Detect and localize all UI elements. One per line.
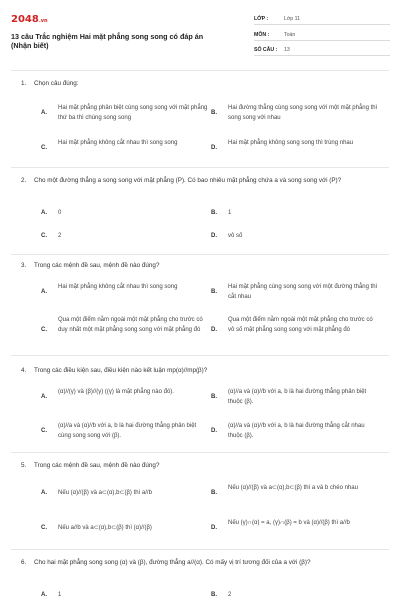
question-text: Cho hai mặt phẳng song song (α) và (β), đường thẳng a//(α). Có mấy vị trí tương đối của a với (β)?	[34, 559, 311, 566]
option-letter: C.	[41, 525, 47, 531]
option-text: Hai mặt phẳng không cắt nhau thì song song	[58, 284, 178, 290]
option-text: 1	[58, 592, 62, 598]
meta-value: Toán	[284, 32, 296, 38]
meta-row-count	[254, 44, 390, 56]
question-number: 5.	[21, 462, 27, 469]
meta-label: LỚP :	[254, 16, 269, 22]
question-text: Cho một đường thẳng a song song với mặt phẳng (P). Có bao nhiêu mặt phẳng chứa a và song song với (P)?	[34, 177, 342, 184]
option-text: (α)//(γ) và (β)//(γ) ((γ) là mặt phẳng nào đó).	[58, 389, 174, 395]
option-text: Hai mặt phẳng cùng song song với một đường thẳng thì cắt nhau	[228, 284, 378, 300]
option-letter: B.	[211, 288, 217, 295]
option-letter: A.	[41, 393, 47, 400]
option-letter: C.	[41, 326, 47, 333]
option-text: Qua một điểm nằm ngoài một mặt phẳng cho trước có duy nhất một mặt phẳng song song với mặt phẳng đó	[58, 317, 203, 333]
meta-value: 13	[284, 47, 290, 53]
option-text: 2	[58, 233, 62, 239]
option-text: 0	[58, 210, 62, 216]
option-text: Hai đường thẳng cùng song song với một mặt phẳng thì song song với nhau	[228, 105, 378, 121]
option-letter: A.	[41, 490, 47, 496]
question-number: 6.	[21, 559, 27, 566]
question-text: Chọn câu đúng:	[34, 80, 79, 87]
question-number: 4.	[21, 367, 27, 374]
option-text: Nếu (α)//(β) và a⊂(α),b⊂(β) thì a và b chéo nhau	[228, 485, 358, 491]
option-letter: C.	[41, 233, 47, 239]
option-letter: B.	[211, 393, 217, 400]
option-text: Hai mặt phẳng không cắt nhau thì song song	[58, 140, 178, 146]
option-letter: D.	[211, 427, 217, 434]
option-text: Nếu (γ)∩(α) = a, (γ)∩(β) = b và (α)//(β) thì a//b	[228, 520, 350, 526]
option-letter: B.	[211, 109, 217, 116]
option-text: Nếu a//b và a⊂(α),b⊂(β) thì (α)//(β)	[58, 525, 152, 531]
option-letter: D.	[211, 233, 217, 239]
option-text: (α)//a và (α)//b với a, b là hai đường thẳng phân biệt thuộc (β).	[228, 389, 367, 405]
question-number: 3.	[21, 262, 27, 269]
question-text: Trong các mệnh đề sau, mệnh đề nào đúng?	[34, 262, 160, 269]
option-letter: C.	[41, 427, 47, 434]
option-text: Hai mặt phẳng không song song thì trùng nhau	[228, 140, 354, 146]
meta-value: Lớp 11	[284, 16, 300, 22]
meta-row-subject	[254, 29, 390, 41]
option-text: 1	[228, 210, 232, 216]
option-letter: D.	[211, 326, 217, 333]
option-letter: B.	[211, 592, 217, 598]
divider	[11, 452, 389, 453]
option-text: (α)//a và (α)//b với a, b là hai đường thẳng phân biệt cùng song song với (β).	[58, 423, 197, 439]
site-logo[interactable]	[11, 14, 48, 25]
logo-suffix: .vn	[38, 18, 48, 24]
document-title: 13 câu Trắc nghiệm Hai mặt phẳng song song có đáp án (Nhận biết)	[11, 32, 204, 50]
logo-text: 2048	[11, 14, 39, 25]
meta-label: SỐ CÂU :	[254, 47, 278, 53]
option-text: vô số	[228, 233, 243, 239]
option-letter: D.	[211, 524, 217, 531]
option-text: Qua một điểm nằm ngoài một mặt phẳng cho trước có vô số mặt phẳng song song với mặt phẳng đó	[228, 317, 373, 333]
option-text: (α)//a và (α)//b với a, b là hai đường thẳng cắt nhau thuộc (β).	[228, 423, 365, 439]
option-letter: A.	[41, 592, 47, 598]
option-text: Hai mặt phẳng phân biệt cùng song song với mặt phẳng thứ ba thì chúng song song	[58, 105, 208, 121]
option-letter: A.	[41, 109, 47, 116]
option-text: 2	[228, 592, 232, 598]
question-number: 1.	[21, 80, 27, 87]
divider	[11, 254, 389, 255]
divider	[11, 70, 389, 71]
divider	[11, 355, 389, 356]
divider	[11, 549, 389, 550]
meta-label: MÔN :	[254, 32, 270, 38]
option-letter: A.	[41, 288, 47, 295]
option-letter: A.	[41, 210, 47, 216]
option-letter: B.	[211, 489, 217, 496]
option-letter: C.	[41, 144, 47, 151]
option-letter: D.	[211, 144, 217, 151]
option-text: Nếu (α)//(β) và a⊂(α),b⊂(β) thì a//b	[58, 490, 152, 496]
question-text: Trong các mệnh đề sau, mệnh đề nào đúng?	[34, 462, 160, 469]
question-text: Trong các điều kiện sau, điều kiện nào kết luận mp(α)//mp(β)?	[34, 367, 208, 374]
divider	[11, 167, 389, 168]
option-letter: B.	[211, 210, 217, 216]
document-header	[0, 0, 400, 62]
meta-row-class	[254, 13, 390, 25]
question-number: 2.	[21, 177, 27, 184]
